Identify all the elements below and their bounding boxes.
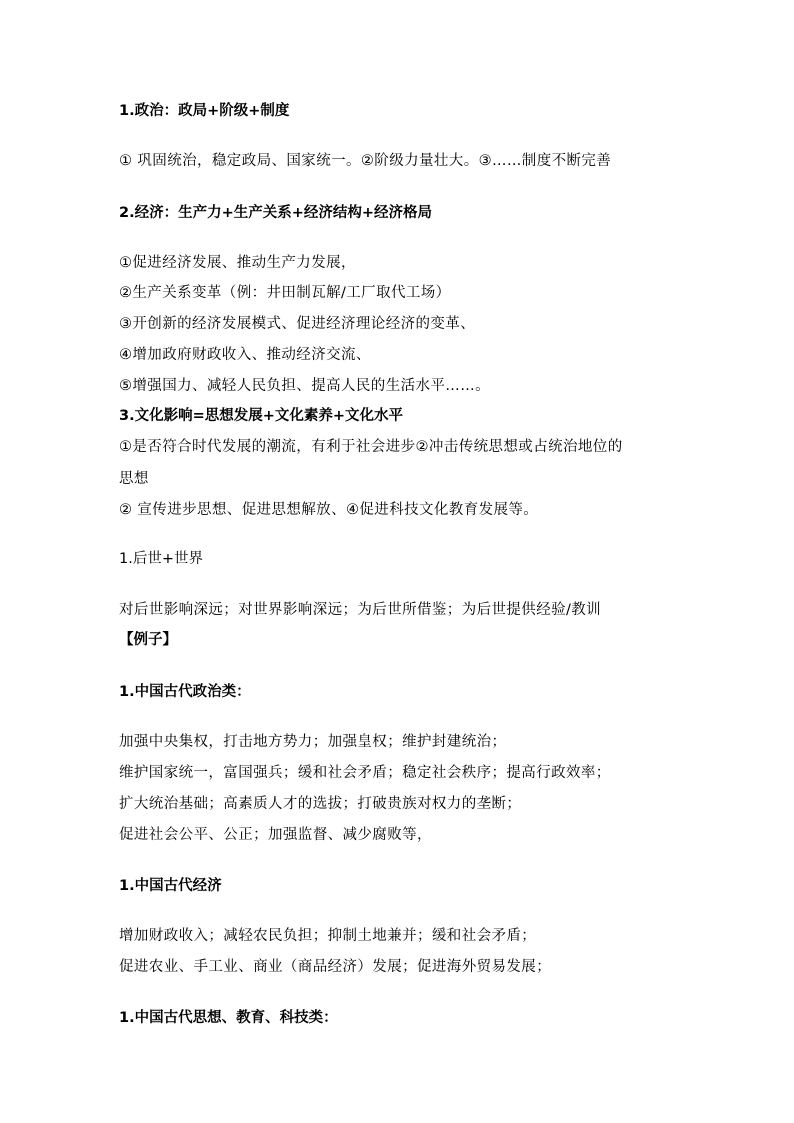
culture-item-1: ①是否符合时代发展的潮流，有利于社会进步②冲击传统思想或占统治地位的	[119, 439, 623, 455]
economy-item-1: ①促进经济发展、推动生产力发展，	[119, 255, 356, 271]
heading-economy: 2.经济：生产力+生产关系+经济结构+经济格局	[119, 205, 433, 221]
heading-ancient-politics: 1.中国古代政治类：	[119, 684, 251, 700]
economy-item-4: ④增加政府财政收入、推动经济交流、	[119, 347, 371, 363]
politics-body: ① 巩固统治，稳定政局、国家统一。②阶级力量壮大。③……制度不断完善	[119, 153, 612, 169]
economy-item-2: ②生产关系变革（例：井田制瓦解/工厂取代工场）	[119, 285, 451, 301]
heading-world: 1.后世+世界	[119, 551, 203, 567]
ancient-politics-item-2: 维护国家统一，富国强兵；缓和社会矛盾；稳定社会秩序；提高行政效率；	[119, 765, 611, 781]
world-body: 对后世影响深远；对世界影响深远；为后世所借鉴；为后世提供经验/教训	[119, 602, 602, 618]
ancient-economy-item-1: 增加财政收入；减轻农民负担；抑制土地兼并；缓和社会矛盾；	[119, 928, 537, 944]
ancient-politics-item-3: 扩大统治基础；高素质人才的选拔；打破贵族对权力的垄断；	[119, 796, 522, 812]
heading-ancient-thought: 1.中国古代思想、教育、科技类：	[119, 1010, 338, 1026]
ancient-politics-item-4: 促进社会公平、公正；加强监督、减少腐败等，	[119, 827, 432, 843]
culture-item-2: ② 宣传进步思想、促进思想解放、④促进科技文化教育发展等。	[119, 502, 539, 518]
examples-label: 【例子】	[119, 632, 177, 648]
ancient-politics-item-1: 加强中央集权，打击地方势力；加强皇权；维护封建统治；	[119, 734, 507, 750]
economy-item-3: ③开创新的经济发展模式、促进经济理论经济的变革、	[119, 316, 476, 332]
culture-item-1-cont: 思想	[119, 471, 149, 487]
heading-ancient-economy: 1.中国古代经济	[119, 878, 222, 894]
ancient-economy-item-2: 促进农业、手工业、商业（商品经济）发展；促进海外贸易发展；	[119, 959, 552, 975]
economy-item-5: ⑤增强国力、减轻人民负担、提高人民的生活水平……。	[119, 378, 490, 394]
heading-culture: 3.文化影响=思想发展+文化素养+文化水平	[119, 408, 404, 424]
heading-politics: 1.政治：政局+阶级+制度	[119, 103, 290, 119]
